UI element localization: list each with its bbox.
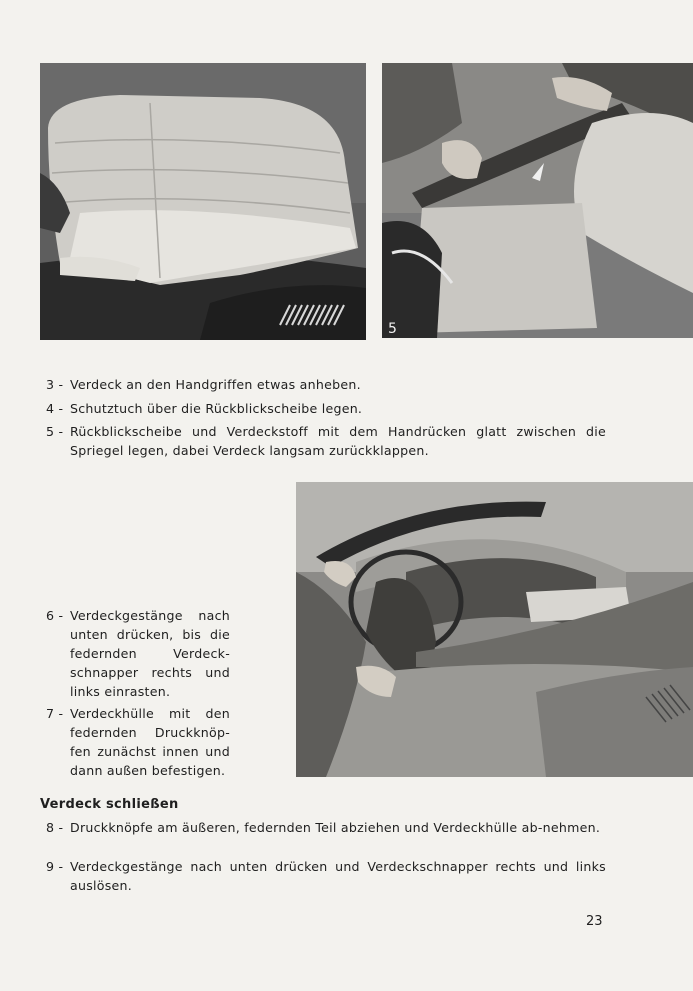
instruction-step <box>46 704 230 780</box>
photo-top-cover <box>296 482 693 777</box>
step-number: 3 - <box>46 377 64 392</box>
step-text: Schutztuch über die Rückblickscheibe legen. <box>70 401 363 416</box>
step-number: 8 - <box>46 820 64 835</box>
photo-number-label: 5 <box>388 321 397 337</box>
photo-folding-top <box>40 63 366 340</box>
step-number: 6 - <box>46 608 64 623</box>
instruction-step <box>46 422 606 460</box>
step-text: Verdeckgestänge nach unten drücken und Verdeckschnapper rechts und links auslösen. <box>70 859 606 893</box>
step-number: 4 - <box>46 401 64 416</box>
step-text: Rückblickscheibe und Verdeckstoff mit dem Handrücken glatt zwischen die Spriegel legen, dabei Verdeck langsam zurückklappen. <box>70 424 606 458</box>
instruction-step <box>46 375 646 394</box>
instruction-step <box>46 818 606 837</box>
section-heading: Verdeck schließen <box>40 797 179 812</box>
instruction-step <box>46 857 606 895</box>
step-number: 7 - <box>46 706 64 721</box>
step-text: Verdeckgestänge nach unten drücken, bis die federnden Verdeck-schnapper rechts und links einrasten. <box>70 608 230 699</box>
step-text: Druckknöpfe am äußeren, federnden Teil abziehen und Verdeckhülle ab-nehmen. <box>70 820 601 835</box>
step-number: 5 - <box>46 424 64 439</box>
page-number: 23 <box>586 914 603 929</box>
step-number: 9 - <box>46 859 64 874</box>
instruction-step <box>46 606 230 701</box>
instruction-step <box>46 399 646 418</box>
step-text: Verdeckhülle mit den federnden Druckknöp-fen zunächst innen und dann außen befestigen. <box>70 706 230 778</box>
step-text: Verdeck an den Handgriffen etwas anheben. <box>70 377 361 392</box>
photo-laying-bows <box>382 63 693 338</box>
